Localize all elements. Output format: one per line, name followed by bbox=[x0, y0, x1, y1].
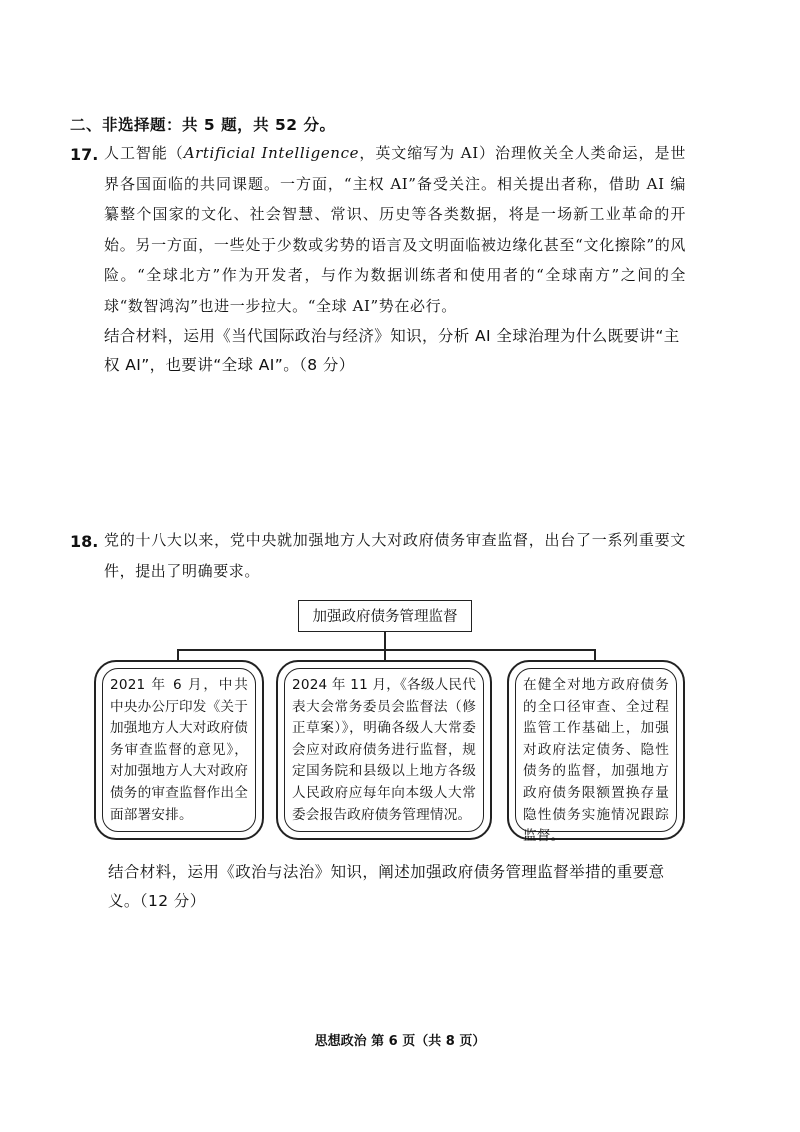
diagram-box-1-outer bbox=[94, 660, 264, 840]
diagram-connector-vertical bbox=[384, 632, 386, 650]
page-footer: 思想政治 第 6 页（共 8 页） bbox=[314, 1034, 486, 1049]
diagram-title-box: 加强政府债务管理监督 bbox=[298, 600, 472, 632]
section-title: 二、非选择题：共 5 题，共 52 分。 bbox=[70, 116, 336, 134]
diagram-connector-horizontal bbox=[177, 649, 595, 651]
q17-intro-post: ，英文缩写为 AI）治理攸关全人类命运，是世界各国面临的共同课题。一方面，“主权 AI”备受关注。相关提出者称，借助 AI 编纂整个国家的文化、社会智慧、常识、历史等各类数据，将是一场新工业革命的开始。另一方面，一些处于少数或劣势的语言及文明面临被边缘化甚至“文化擦除”的风险。“全球北方”作为开发者，与作为数据训练者和使用者的“全球南方”之间的全球“数智鸿沟”也进一步拉大。“全球 AI”势在必行。 bbox=[104, 144, 686, 315]
question-18-number: 18. bbox=[70, 532, 99, 551]
question-17-material bbox=[104, 138, 686, 321]
diagram-box-2-outer bbox=[276, 660, 492, 840]
question-17-number: 17. bbox=[70, 145, 99, 164]
diagram-box-1: 2021 年 6 月，中共中央办公厅印发《关于加强地方人大对政府债务审查监督的意见》，对加强地方人大对政府债务的审查监督作出全面部署安排。 bbox=[102, 668, 256, 832]
question-18-task: 结合材料，运用《政治与法治》知识，阐述加强政府债务管理监督举措的重要意义。（12 分） bbox=[108, 863, 665, 910]
q17-intro-term: Artificial Intelligence bbox=[183, 144, 360, 162]
diagram-box-3-outer bbox=[507, 660, 685, 845]
question-17-task: 结合材料，运用《当代国际政治与经济》知识，分析 AI 全球治理为什么既要讲“主权 AI”，也要讲“全球 AI”。（8 分） bbox=[104, 327, 680, 374]
diagram-box-3: 在健全对地方政府债务的全口径审查、全过程监管工作基础上，加强对政府法定债务、隐性债务的监督，加强地方政府债务限额置换存量隐性债务实施情况跟踪监督。 bbox=[515, 668, 677, 832]
question-18-material: 党的十八大以来，党中央就加强地方人大对政府债务审查监督，出台了一系列重要文件，提出了明确要求。 bbox=[104, 531, 686, 580]
diagram-box-2: 2024 年 11 月，《各级人民代表大会常务委员会监督法（修正草案）》，明确各级人大常委会应对政府债务进行监督，规定国务院和县级以上地方各级人民政府应每年向本级人大常委会报告政府债务管理情况。 bbox=[284, 668, 484, 832]
q17-intro-pre: 人工智能（ bbox=[104, 144, 184, 162]
